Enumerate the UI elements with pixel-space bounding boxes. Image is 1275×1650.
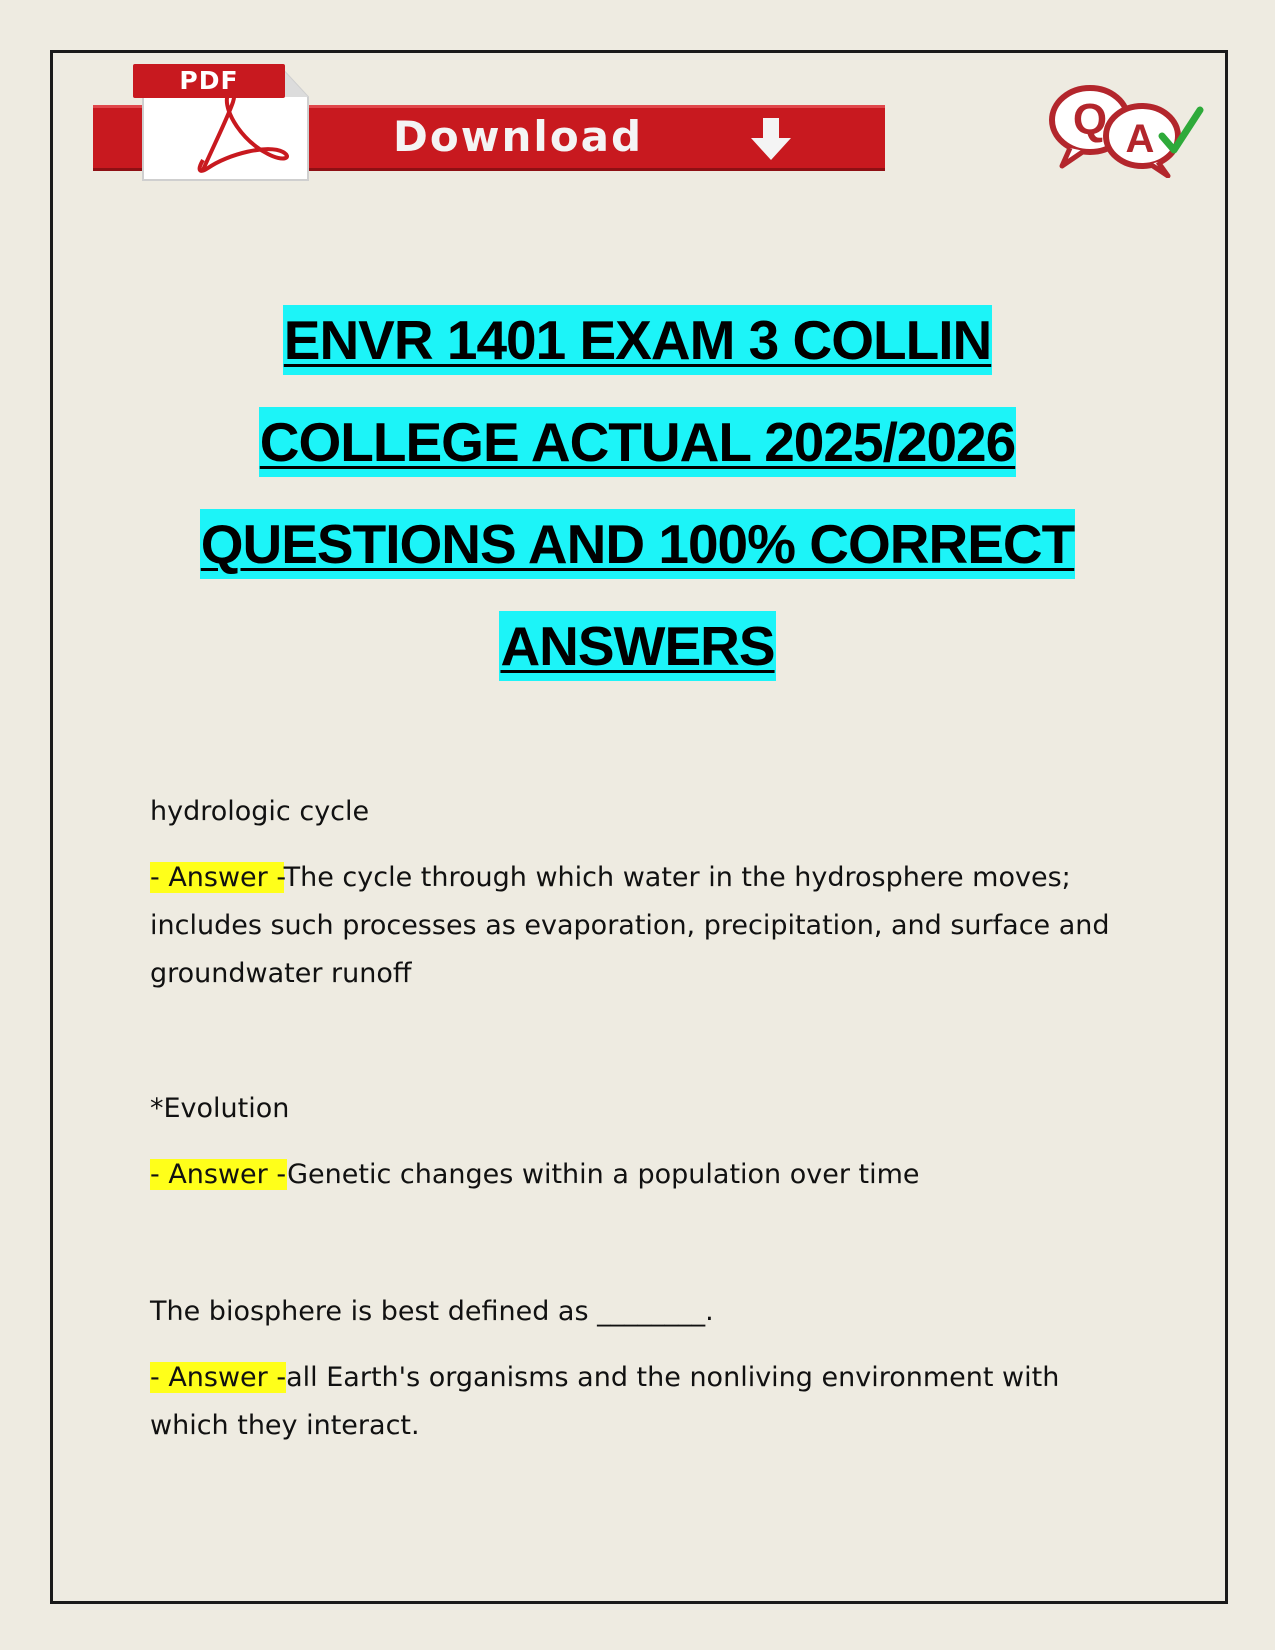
download-label[interactable]: Download [393, 112, 644, 161]
question-text: *Evolution [150, 1093, 290, 1124]
download-arrow-icon[interactable] [749, 116, 793, 162]
answer-body: all Earth's organisms and the nonliving environment with which they interact. [150, 1362, 1060, 1441]
qa-item [150, 1288, 1110, 1450]
qa-logo-a: A [1125, 117, 1155, 161]
pdf-document-icon [133, 62, 313, 182]
answer-body: The cycle through which water in the hydrosphere moves; includes such processes as evaporation, precipitation, and surface and groundwater runoff [150, 862, 1110, 989]
title-line-1: ENVR 1401 EXAM 3 COLLIN [283, 305, 992, 375]
title-line-4: ANSWERS [499, 611, 775, 681]
answer-text [150, 1151, 1110, 1199]
qa-item [150, 1085, 1110, 1199]
qa-logo [1040, 78, 1210, 178]
answer-prefix: - Answer - [150, 862, 284, 893]
title-line-3: QUESTIONS AND 100% CORRECT [200, 509, 1076, 579]
question-text: The biosphere is best defined as ________. [150, 1296, 714, 1327]
question-text: hydrologic cycle [150, 796, 370, 827]
document-title [60, 305, 1215, 713]
pdf-label: PDF [133, 64, 285, 98]
answer-text [150, 1354, 1110, 1450]
title-line-2: COLLEGE ACTUAL 2025/2026 [259, 407, 1016, 477]
answer-text [150, 854, 1110, 998]
qa-logo-q: Q [1072, 95, 1108, 144]
answer-body: Genetic changes within a population over time [287, 1159, 920, 1190]
qa-item [150, 788, 1110, 998]
answer-prefix: - Answer - [150, 1159, 288, 1190]
answer-prefix: - Answer - [150, 1362, 287, 1393]
pdf-download-banner[interactable] [93, 62, 885, 182]
